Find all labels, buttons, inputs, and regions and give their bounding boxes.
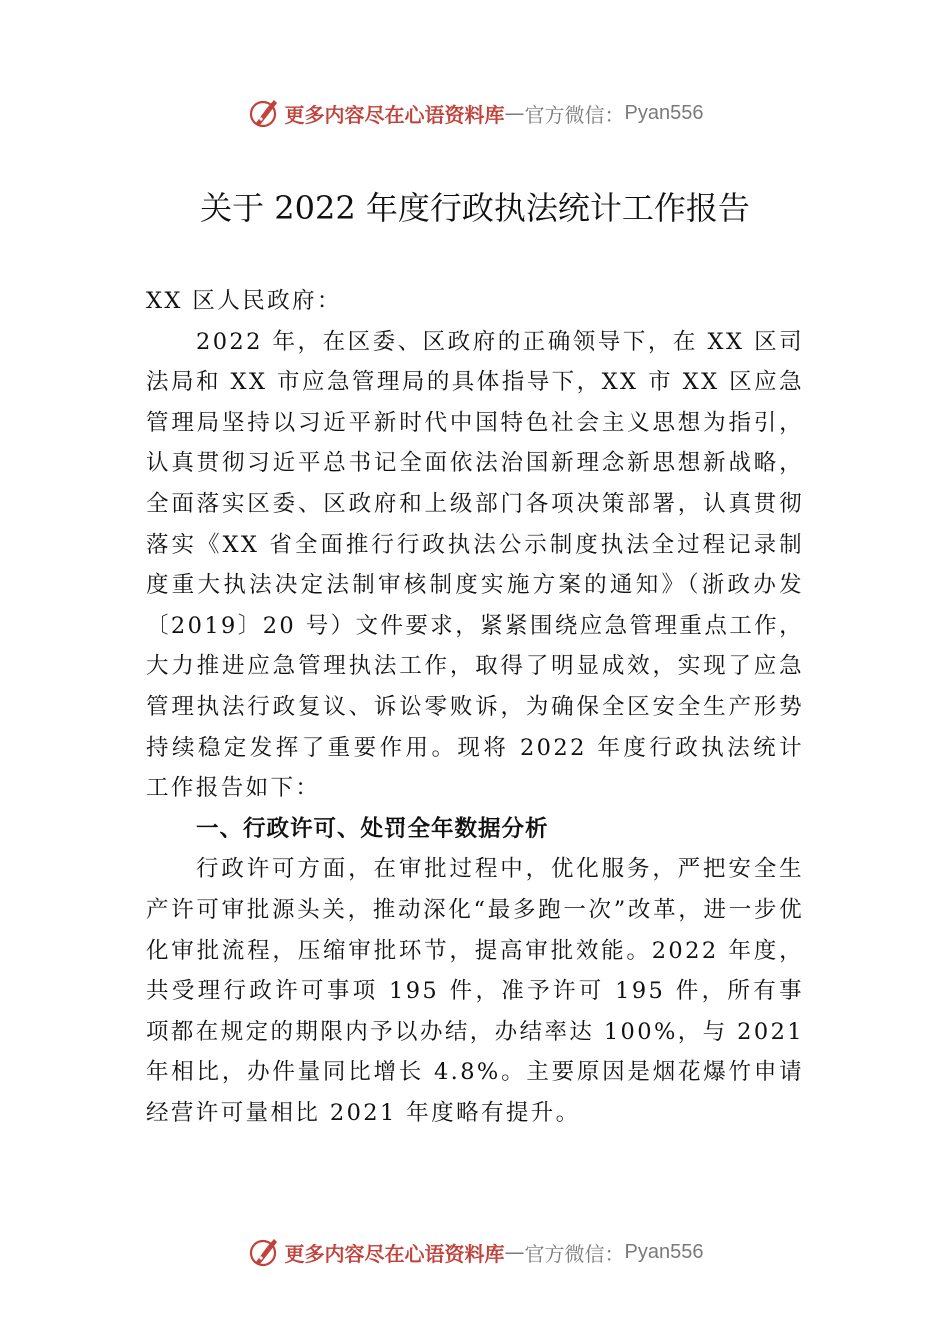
watermark-brand-text: 更多内容尽在心语资料库 [284,1241,505,1266]
paragraph-licensing: 行政许可方面，在审批过程中，优化服务，严把安全生产许可审批源头关，推动深化“最多跑一次”改革，进一步优化审批流程，压缩审批环节，提高审批效能。2022 年度，共受理行政许可事项 195 件，准予许可 195 件，所有事项都在规定的期限内予以办结，办结率达 100%，与 2021 年相比，办件量同比增长 4.8%。主要原因是烟花爆竹申请经营许可量相比 2021 年度略有提升。 [146,856,804,1126]
footer-watermark [0,1232,950,1272]
watermark-official-label: 官方微信： [524,102,625,127]
pen-nib-logo-icon [247,97,279,129]
salutation: XX 区人民政府： [146,288,342,314]
document-body [146,281,804,1133]
document-title: 关于 2022 年度行政执法统计工作报告 [200,189,750,227]
pen-nib-logo-icon [247,1236,279,1268]
header-watermark [0,93,950,133]
section-heading-1: 一、行政许可、处罚全年数据分析 [196,815,549,842]
paragraph-intro: 2022 年，在区委、区政府的正确领导下，在 XX 区司法局和 XX 市应急管理局的具体指导下，XX 市 XX 区应急管理局坚持以习近平新时代中国特色社会主义思想为指引，认真贯彻习近平总书记全面依法治国新理念新思想新战略，全面落实区委、区政府和上级部门各项决策部署，认真贯彻落实《XX 省全面推行行政执法公示制度执法全过程记录制度重大执法决定法制审核制度实施方案的通知》（浙政办发〔2019〕20 号）文件要求，紧紧围绕应急管理重点工作，大力推进应急管理执法工作，取得了明显成效，实现了应急管理执法行政复议、诉讼零败诉，为确保全区安全生产形势持续稳定发挥了重要作用。现将 2022 年度行政执法统计工作报告如下： [146,328,804,802]
watermark-wechat-id: Pyan556 [624,1240,704,1263]
watermark-wechat-id: Pyan556 [624,101,704,124]
watermark-separator: — [504,101,525,125]
watermark-brand-text: 更多内容尽在心语资料库 [284,102,505,127]
watermark-separator: — [504,1240,525,1264]
watermark-official-label: 官方微信： [524,1241,625,1266]
